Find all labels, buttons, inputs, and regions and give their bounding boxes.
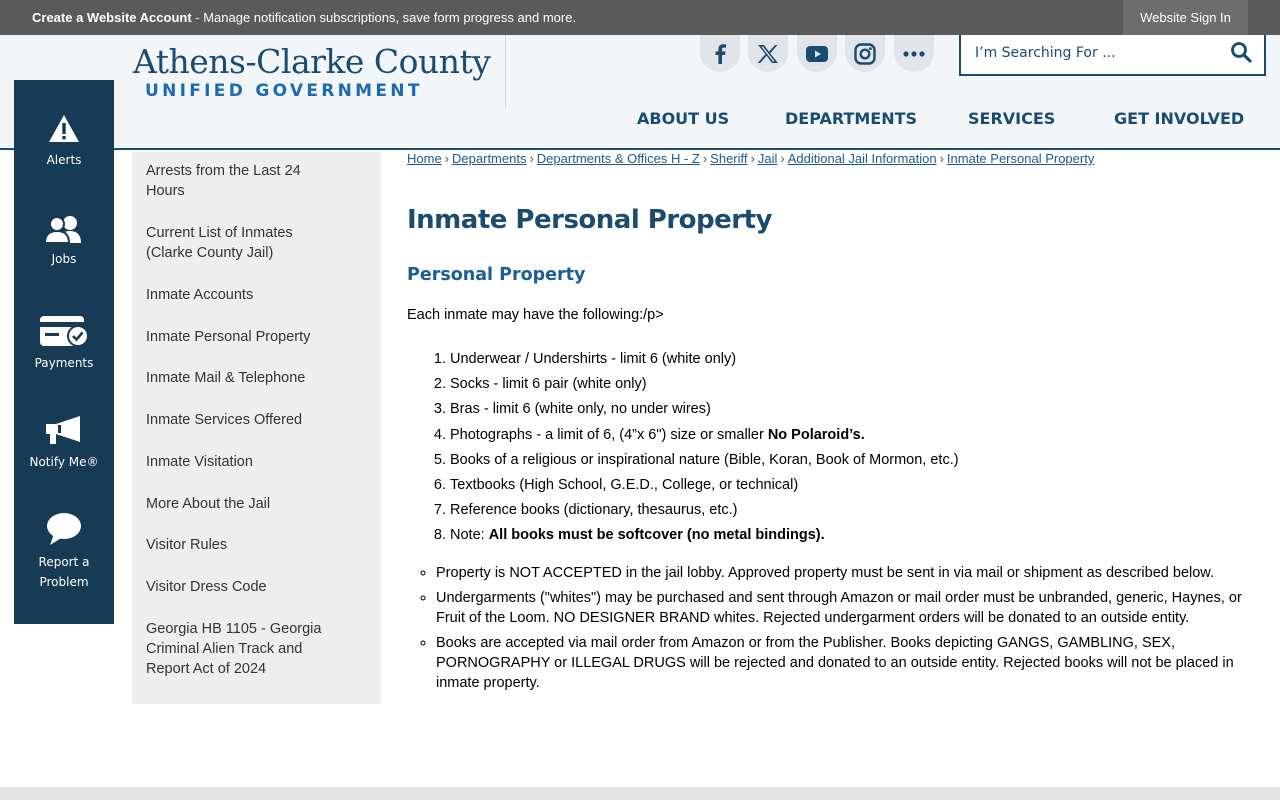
list-item <box>450 372 959 397</box>
list-item <box>450 397 959 422</box>
list-item: ◦ Undergarments ("whites") may be purchased and sent through Amazon or mail order must be unbranded, generic, Haynes, or Fruit of the Loom. NO DESIGNER BRAND whites. Rejected undergarment orders will be donated to an outside entity. <box>436 588 1256 628</box>
sidebar-item-visitor-rules[interactable]: Visitor Rules <box>146 537 228 553</box>
site-header <box>0 35 1280 150</box>
quick-links-panel <box>14 80 114 624</box>
breadcrumb-departments-h-z[interactable]: Departments & Offices H - Z <box>536 151 700 166</box>
list-item: ◦ Property is NOT ACCEPTED in the jail lobby. Approved property must be sent in via mail or shipment as described below. <box>436 563 1256 583</box>
sidebar-item-mail-telephone[interactable]: Inmate Mail & Telephone <box>146 370 306 386</box>
breadcrumb-current-page[interactable]: Inmate Personal Property <box>946 151 1095 166</box>
nav-services[interactable]: SERVICES <box>968 109 1056 128</box>
list-item <box>450 498 959 523</box>
breadcrumb-sheriff[interactable]: Sheriff <box>710 151 748 166</box>
allowed-items-list <box>450 347 959 549</box>
search-input[interactable] <box>975 41 1225 65</box>
list-item <box>450 423 959 448</box>
list-item-text: Reference books (dictionary, thesaurus, etc.) <box>450 502 738 519</box>
breadcrumb-separator: › <box>702 151 708 166</box>
header-divider <box>505 35 506 108</box>
quick-link-report-problem-label: Report a Problem <box>38 555 90 589</box>
search-box <box>959 35 1266 76</box>
list-item <box>450 347 959 372</box>
quick-link-alerts[interactable] <box>14 114 114 170</box>
sidebar-navigation <box>132 152 381 704</box>
youtube-icon[interactable] <box>797 35 837 72</box>
search-icon[interactable] <box>1230 41 1252 68</box>
list-item: ◦ Books are accepted via mail order from Amazon or from the Publisher. Books depicting GANGS, GAMBLING, SEX, PORNOGRAPHY or ILLEGAL DRUGS will be rejected and donated to an outside entity. Rejected books will not be placed in inmate property. <box>436 633 1256 693</box>
account-message <box>32 10 576 25</box>
breadcrumb-jail[interactable]: Jail <box>757 151 778 166</box>
list-item-bold-text: No Polaroid’s. <box>767 426 865 443</box>
list-item-text: Textbooks (High School, G.E.D., College, or technical) <box>450 477 799 494</box>
list-item-text: Books of a religious or inspirational nature (Bible, Koran, Book of Mormon, etc.) <box>450 451 959 468</box>
breadcrumb-separator: › <box>529 151 534 166</box>
quick-link-notify-me-label: Notify Me® <box>29 455 99 469</box>
intro-text: Each inmate may have the following:/p> <box>407 307 664 323</box>
megaphone-icon <box>44 414 84 446</box>
list-item-text: Socks - limit 6 pair (white only) <box>450 376 647 393</box>
page-title: Inmate Personal Property <box>407 205 772 235</box>
nav-departments[interactable]: DEPARTMENTS <box>785 109 918 128</box>
alert-icon <box>48 114 80 144</box>
quick-link-notify-me[interactable] <box>14 414 114 472</box>
website-sign-in-button[interactable]: Website Sign In <box>1123 0 1248 35</box>
footer-strip <box>0 787 1280 800</box>
logo-subtitle[interactable]: UNIFIED GOVERNMENT <box>145 81 423 101</box>
breadcrumb-additional-jail-info[interactable]: Additional Jail Information <box>787 151 937 166</box>
property-notes-list <box>436 563 1256 698</box>
more-icon[interactable] <box>894 35 934 72</box>
sidebar-item-visitation[interactable]: Inmate Visitation <box>146 454 253 470</box>
breadcrumb-separator: › <box>780 151 785 166</box>
sidebar-item-visitor-dress-code[interactable]: Visitor Dress Code <box>146 579 267 595</box>
list-item-bold-text: All books must be softcover (no metal bindings). <box>488 527 825 544</box>
breadcrumb-home[interactable]: Home <box>407 151 442 166</box>
quick-link-payments[interactable] <box>14 315 114 373</box>
quick-link-report-problem[interactable] <box>14 512 114 592</box>
sidebar-item-more-about-jail[interactable]: More About the Jail <box>146 496 271 512</box>
list-item-text: Note: <box>450 527 489 544</box>
breadcrumb-separator: › <box>444 151 450 166</box>
breadcrumb-separator: › <box>750 151 755 166</box>
list-item-text: Bras - limit 6 (white only, no under wires) <box>450 401 711 418</box>
facebook-icon[interactable] <box>700 35 740 72</box>
quick-link-jobs-label: Jobs <box>51 252 77 266</box>
x-icon[interactable] <box>748 35 788 72</box>
logo-title[interactable]: Athens-Clarke County <box>133 42 491 81</box>
instagram-icon[interactable] <box>845 35 885 72</box>
nav-get-involved[interactable]: GET INVOLVED <box>1114 109 1245 128</box>
sidebar-item-arrests[interactable]: Arrests from the Last 24 Hours <box>146 163 301 199</box>
sidebar-item-personal-property[interactable]: Inmate Personal Property <box>146 329 311 345</box>
quick-link-jobs[interactable] <box>14 215 114 269</box>
list-item <box>450 473 959 498</box>
sidebar-item-georgia-hb-1105[interactable]: Georgia HB 1105 - Georgia Criminal Alien Track and Report Act of 2024 <box>146 621 322 677</box>
chat-bubble-icon <box>46 512 82 546</box>
breadcrumb <box>407 151 1094 166</box>
breadcrumb-separator: › <box>939 151 944 166</box>
list-item <box>450 523 959 548</box>
nav-about-us[interactable]: ABOUT US <box>637 109 730 128</box>
top-notification-bar <box>0 0 1280 35</box>
list-item-text: Underwear / Undershirts - limit 6 (white only) <box>450 351 737 367</box>
list-item <box>450 448 959 473</box>
quick-link-alerts-label: Alerts <box>46 153 82 167</box>
sidebar-item-current-inmates[interactable]: Current List of Inmates (Clarke County Jail) <box>146 225 293 261</box>
create-account-link[interactable]: Create a Website Account <box>32 10 192 25</box>
people-icon <box>42 215 86 243</box>
list-item-text: Photographs - a limit of 6, (4”x 6") size or smaller <box>450 426 768 443</box>
create-account-description: - Manage notification subscriptions, save form progress and more. <box>191 10 577 25</box>
sidebar-item-services-offered[interactable]: Inmate Services Offered <box>146 412 303 428</box>
quick-link-payments-label: Payments <box>34 356 94 370</box>
sidebar-item-inmate-accounts[interactable]: Inmate Accounts <box>146 287 254 303</box>
breadcrumb-departments[interactable]: Departments <box>452 151 527 166</box>
credit-card-check-icon <box>39 315 89 347</box>
section-heading: Personal Property <box>407 265 586 285</box>
